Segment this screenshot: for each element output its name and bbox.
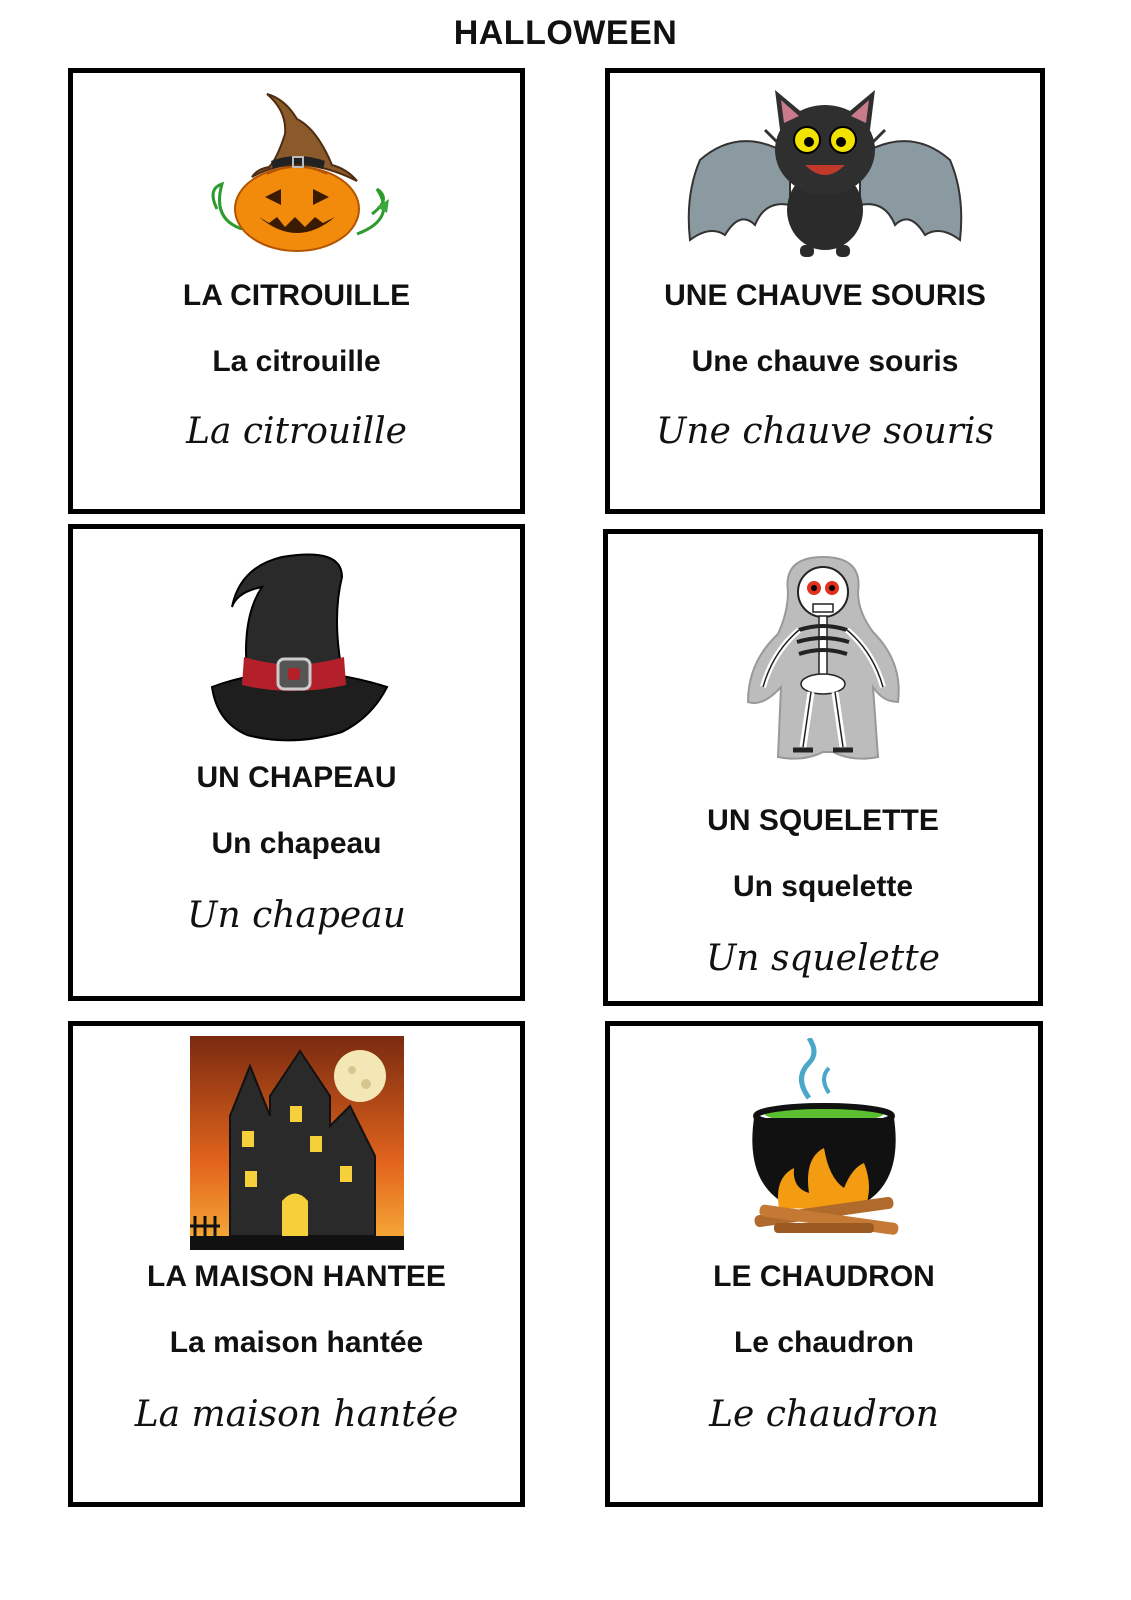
word-cursive: Le chaudron (709, 1394, 939, 1435)
word-uppercase: UN SQUELETTE (707, 804, 939, 837)
page-title: HALLOWEEN (453, 14, 678, 52)
word-uppercase: UNE CHAUVE SOURIS (664, 279, 986, 312)
word-uppercase: LE CHAUDRON (713, 1260, 935, 1293)
card-chaudron (605, 1021, 1043, 1507)
card-squelette (603, 529, 1043, 1006)
word-uppercase: UN CHAPEAU (196, 761, 397, 794)
card-citrouille (68, 68, 525, 514)
word-bold: La maison hantée (169, 1326, 424, 1359)
bat-icon (680, 85, 970, 260)
word-cursive: Une chauve souris (656, 411, 994, 452)
word-uppercase: LA CITROUILLE (182, 279, 411, 312)
word-bold: Un squelette (732, 870, 914, 903)
pumpkin-witch-hat-icon (197, 89, 397, 254)
haunted-house-icon (190, 1036, 404, 1250)
word-cursive: La maison hantée (134, 1394, 459, 1435)
word-bold: Une chauve souris (691, 345, 959, 378)
card-chapeau (68, 524, 525, 1001)
word-bold: Le chaudron (733, 1326, 914, 1359)
witch-hat-icon (192, 547, 402, 747)
card-chauve-souris (605, 68, 1045, 514)
word-cursive: La citrouille (186, 411, 407, 452)
word-bold: La citrouille (212, 345, 381, 378)
skeleton-icon (733, 552, 913, 767)
cauldron-icon (734, 1038, 914, 1248)
word-uppercase: LA MAISON HANTEE (147, 1260, 446, 1293)
word-bold: Un chapeau (211, 827, 382, 860)
word-cursive: Un chapeau (187, 895, 406, 936)
word-cursive: Un squelette (705, 938, 941, 979)
card-maison-hantee (68, 1021, 525, 1507)
